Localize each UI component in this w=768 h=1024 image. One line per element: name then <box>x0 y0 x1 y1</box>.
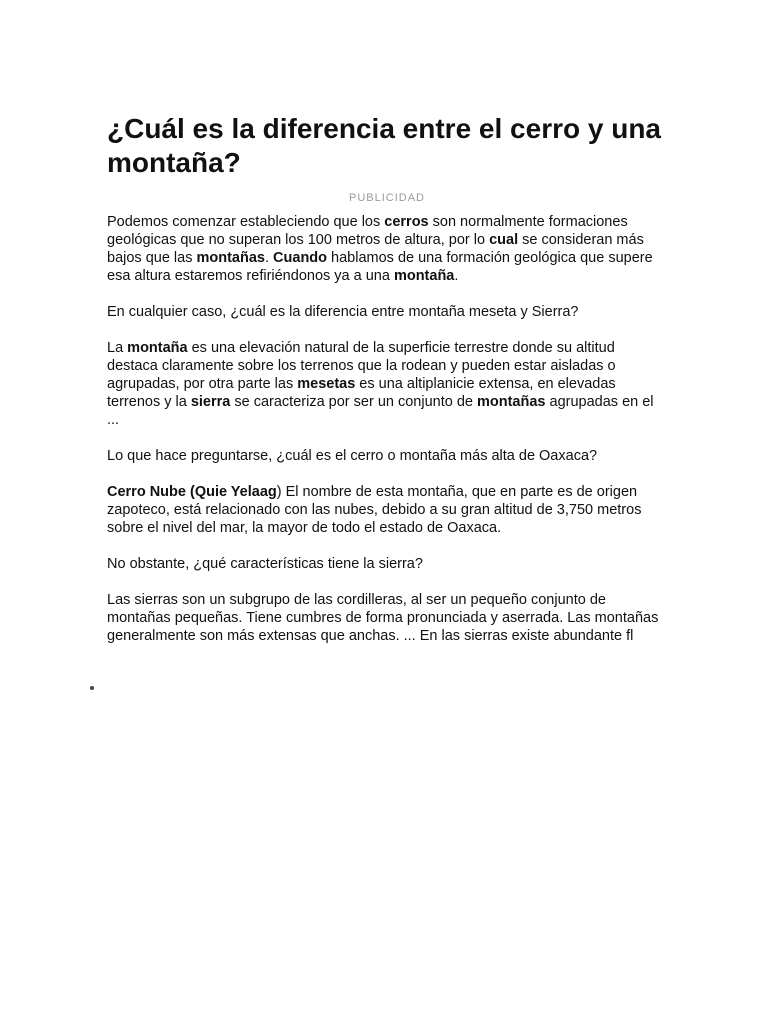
text: se consideran más bajos que las <box>107 232 644 266</box>
bold-term: mesetas <box>297 376 356 392</box>
bold-term: montaña <box>127 340 188 356</box>
paragraph-sierras: Las sierras son un subgrupo de las cordilleras, al ser un pequeño conjunto de montañas pequeñas. Tiene cumbres de forma pronunciada y aserrada. Las montañas generalmente son más extensas que anchas. ... En las sierras existe abundante fl <box>107 592 659 644</box>
text: . <box>264 250 274 266</box>
text: hablamos de una formación geológica que supere esa altura estaremos refiriéndonos ya a una <box>107 250 653 284</box>
text: es una elevación natural de la superficie terrestre donde su altitud destaca claramente sobre los terrenos que la rodean y pueden estar aisladas o agrupadas, por otra parte las <box>107 340 616 392</box>
bold-term: montañas <box>196 250 265 266</box>
bold-term: Cuando <box>273 250 328 266</box>
paragraph-cerros <box>107 213 667 285</box>
bold-term: sierra <box>190 394 231 410</box>
question-meseta-sierra: En cualquier caso, ¿cuál es la diferencia entre montaña meseta y Sierra? <box>107 304 579 320</box>
text: agrupadas en el ... <box>107 394 654 428</box>
bold-term: montaña <box>393 268 455 284</box>
article-title: ¿Cuál es la diferencia entre el cerro y una montaña? <box>107 113 661 178</box>
text: es una altiplanicie extensa, en elevadas terrenos y la <box>107 376 616 410</box>
question-sierra: No obstante, ¿qué características tiene la sierra? <box>107 556 423 572</box>
paragraph-cerro-nube <box>107 483 667 537</box>
text: La <box>107 340 128 356</box>
paragraph-montana <box>107 339 667 429</box>
bold-term: Cerro Nube (Quie Yelaag <box>107 484 277 500</box>
ad-label: PUBLICIDAD <box>348 192 426 204</box>
text: son normalmente formaciones geológicas que no superan los 100 metros de altura, por lo <box>107 214 628 248</box>
article <box>107 112 667 663</box>
text: se caracteriza por ser un conjunto de <box>230 394 477 410</box>
text: . <box>454 268 459 284</box>
question-oaxaca: Lo que hace preguntarse, ¿cuál es el cerro o montaña más alta de Oaxaca? <box>107 448 598 464</box>
bullet-icon <box>90 686 94 690</box>
bold-term: cual <box>489 232 519 248</box>
bold-term: cerros <box>384 214 429 230</box>
text: Podemos comenzar estableciendo que los <box>107 214 385 230</box>
bold-term: montañas <box>476 394 546 410</box>
text: ) El nombre de esta montaña, que en parte es de origen zapoteco, está relacionado con las nubes, debido a su gran altitud de 3,750 metros sobre el nivel del mar, la mayor de todo el estado de Oaxaca. <box>107 484 642 536</box>
